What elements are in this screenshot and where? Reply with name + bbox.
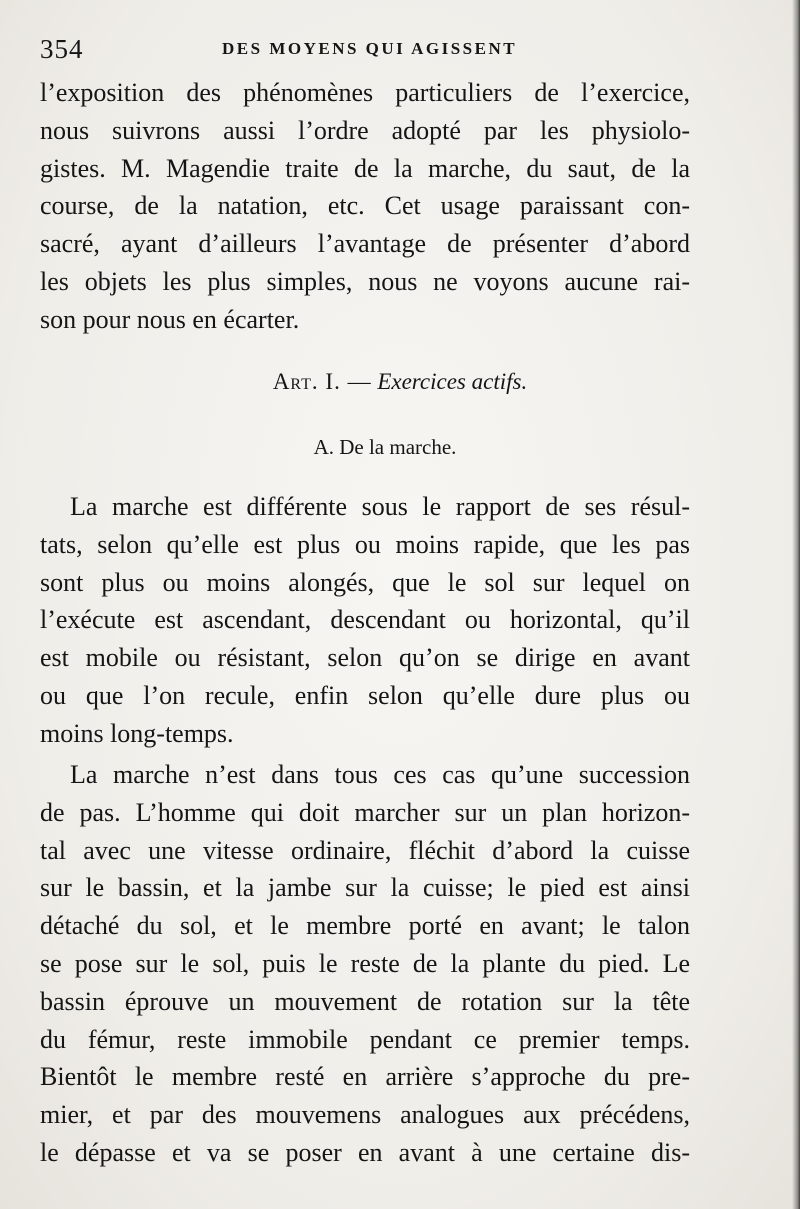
text-line: tats, selon qu’elle est plus ou moins rapide, que les pas xyxy=(40,529,690,559)
article-label: Art. I. — xyxy=(272,369,372,394)
text-line: le dépasse et va se poser en avant à une certaine dis- xyxy=(40,1137,690,1167)
page-number: 354 xyxy=(40,34,84,64)
text-line: détaché du sol, et le membre porté en avant; le talon xyxy=(40,911,690,941)
article-title: Exercices actifs. xyxy=(377,369,528,394)
text-line: Bientôt le membre resté en arrière s’approche du pre- xyxy=(40,1062,690,1092)
paragraph-marche-succession xyxy=(40,756,690,1172)
paragraph-marche-resultats xyxy=(40,488,690,753)
text-line: nous suivrons aussi l’ordre adopté par les physiolo- xyxy=(40,115,690,145)
text-line: sur le bassin, et la jambe sur la cuisse; le pied est ainsi xyxy=(40,873,690,903)
text-line: tal avec une vitesse ordinaire, fléchit d’abord la cuisse xyxy=(40,835,690,865)
text-line: La marche est différente sous le rapport de ses résul- xyxy=(70,492,690,521)
text-line: du fémur, reste immobile pendant ce premier temps. xyxy=(40,1024,690,1054)
text-line: gistes. M. Magendie traite de la marche, du saut, de la xyxy=(40,153,690,183)
text-line: bassin éprouve un mouvement de rotation sur la tête xyxy=(40,986,690,1016)
text-line: son pour nous en écarter. xyxy=(40,304,300,334)
text-line: sont plus ou moins alongés, que le sol sur lequel on xyxy=(40,567,690,597)
text-line: l’exposition des phénomènes particuliers de l’exercice, xyxy=(40,78,690,107)
text-line: ou que l’on recule, enfin selon qu’elle dure plus ou xyxy=(40,680,690,710)
text-line: sacré, ayant d’ailleurs l’avantage de présenter d’abord xyxy=(40,229,690,259)
article-heading xyxy=(0,364,800,400)
text-line: La marche n’est dans tous ces cas qu’une succession xyxy=(70,760,690,789)
page-edge-shadow xyxy=(792,0,800,1209)
text-line: mier, et par des mouvemens analogues aux précédens, xyxy=(40,1100,690,1130)
text-line: se pose sur le sol, puis le reste de la plante du pied. Le xyxy=(40,948,690,978)
text-line: les objets les plus simples, nous ne voyons aucune rai- xyxy=(40,266,690,296)
section-heading: A. De la marche. xyxy=(313,435,457,459)
text-line: est mobile ou résistant, selon qu’on se dirige en avant xyxy=(40,643,690,673)
intro-paragraph xyxy=(40,74,690,339)
text-line: moins long-temps. xyxy=(40,718,234,748)
text-line: l’exécute est ascendant, descendant ou horizontal, qu’il xyxy=(40,605,690,635)
text-line: course, de la natation, etc. Cet usage paraissant con- xyxy=(40,191,690,221)
running-head: DES MOYENS QUI AGISSENT xyxy=(222,39,518,58)
page-header xyxy=(40,34,700,74)
text-line: de pas. L’homme qui doit marcher sur un plan horizon- xyxy=(40,797,690,827)
